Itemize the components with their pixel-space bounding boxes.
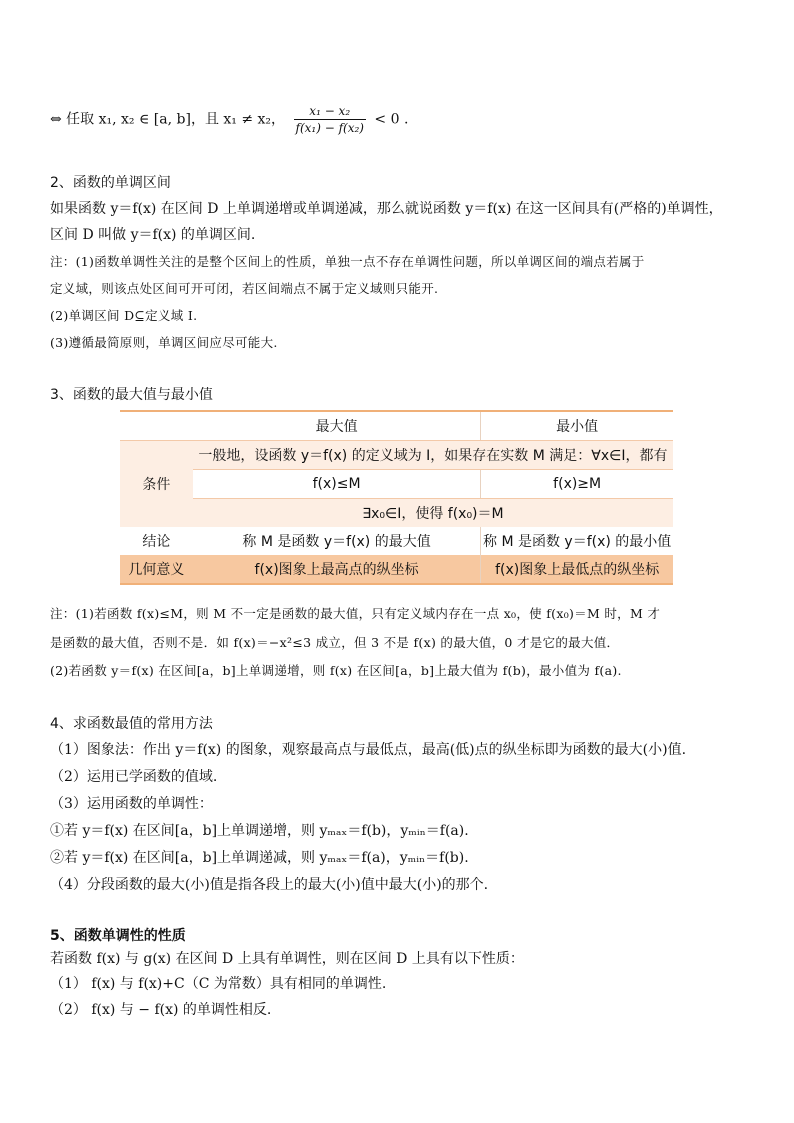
section-3-title: 3、函数的最大值与最小值	[50, 387, 213, 403]
section-4-title: 4、求函数最值的常用方法	[50, 716, 213, 732]
section-4-line-4: ①若 y＝f(x) 在区间[a，b]上单调递增，则 yₘₐₓ＝f(b)，yₘᵢₙ＝f(a).	[50, 823, 469, 839]
section-4-line-6: （4）分段函数的最大(小)值是指各段上的最大(小)值中最大(小)的那个.	[50, 877, 489, 893]
definition-suffix: < 0 .	[374, 111, 409, 128]
table-condition-min: f(x)≥M	[481, 470, 673, 499]
section-4-line-1: （1）图象法：作出 y＝f(x) 的图象，观察最高点与最低点，最高(低)点的纵坐标即为函数的最大(小)值.	[50, 742, 687, 758]
section-4-line-2: （2）运用已学函数的值域.	[50, 769, 218, 785]
table-corner	[120, 411, 193, 441]
section-2-title: 2、函数的单调区间	[50, 175, 171, 191]
section-5-line-3: （2） f(x) 与 − f(x) 的单调性相反.	[50, 1002, 272, 1018]
table-geometry-min: f(x)图象上最低点的纵坐标	[481, 555, 673, 584]
section-2-paragraph-1: 如果函数 y＝f(x) 在区间 D 上单调递增或单调递减，那么就说函数 y＝f(x) 在这一区间具有(严格的)单调性，	[50, 201, 723, 217]
section-2-paragraph-2: 区间 D 叫做 y＝f(x) 的单调区间.	[50, 227, 256, 243]
definition-prefix: ⇔ 任取 x₁, x₂ ∈ [a, b]，且 x₁ ≠ x₂，	[50, 111, 286, 128]
section-5-line-2: （1） f(x) 与 f(x)+C（C 为常数）具有相同的单调性.	[50, 976, 387, 992]
table-condition-exist: ∃x₀∈I，使得 f(x₀)＝M	[193, 499, 673, 528]
max-min-table	[120, 410, 673, 585]
section-3-note-2: (2)若函数 y＝f(x) 在区间[a，b]上单调递增，则 f(x) 在区间[a，b]上最大值为 f(b)，最小值为 f(a).	[50, 663, 622, 678]
section-3-note-1: 注：(1)若函数 f(x)≤M，则 M 不一定是函数的最大值，只有定义域内存在一点 x₀，使 f(x₀)＝M 时，M 才	[50, 606, 661, 621]
table-condition-max: f(x)≤M	[193, 470, 481, 499]
section-5-title: 5、函数单调性的性质	[50, 928, 186, 944]
fraction-denominator: f(x₁) − f(x₂)	[295, 121, 364, 135]
table-header-min: 最小值	[481, 411, 673, 441]
section-2-note-1b: 定义域，则该点处区间可开可闭，若区间端点不属于定义域则只能开.	[50, 281, 439, 296]
table-label-condition: 条件	[120, 441, 193, 528]
section-4-line-3: （3）运用函数的单调性：	[50, 796, 213, 812]
section-3-note-1b: 是函数的最大值，否则不是．如 f(x)＝−x²≤3 成立，但 3 不是 f(x) 的最大值，0 才是它的最大值．	[50, 635, 620, 650]
section-4-line-5: ②若 y＝f(x) 在区间[a，b]上单调递减，则 yₘₐₓ＝f(a)，yₘᵢₙ＝f(b).	[50, 850, 469, 866]
fraction	[294, 103, 366, 136]
table-label-conclusion: 结论	[120, 527, 193, 555]
table-header-max: 最大值	[193, 411, 481, 441]
table-label-geometry: 几何意义	[120, 555, 193, 584]
table-condition-common: 一般地，设函数 y＝f(x) 的定义域为 I，如果存在实数 M 满足：∀x∈I，都有	[193, 441, 673, 470]
table-conclusion-max: 称 M 是函数 y＝f(x) 的最大值	[193, 527, 481, 555]
section-5-line-1: 若函数 f(x) 与 g(x) 在区间 D 上具有单调性，则在区间 D 上具有以下性质：	[50, 951, 524, 967]
section-2-note-2: (2)单调区间 D⊆定义域 I.	[50, 308, 198, 323]
table-conclusion-min: 称 M 是函数 y＝f(x) 的最小值	[481, 527, 673, 555]
section-2-note-3: (3)遵循最简原则，单调区间应尽可能大.	[50, 335, 278, 350]
table-geometry-max: f(x)图象上最高点的纵坐标	[193, 555, 481, 584]
monotonic-definition-line	[50, 103, 408, 136]
fraction-numerator: x₁ − x₂	[294, 103, 366, 120]
section-2-note-1: 注：(1)函数单调性关注的是整个区间上的性质，单独一点不存在单调性问题，所以单调区间的端点若属于	[50, 254, 645, 269]
